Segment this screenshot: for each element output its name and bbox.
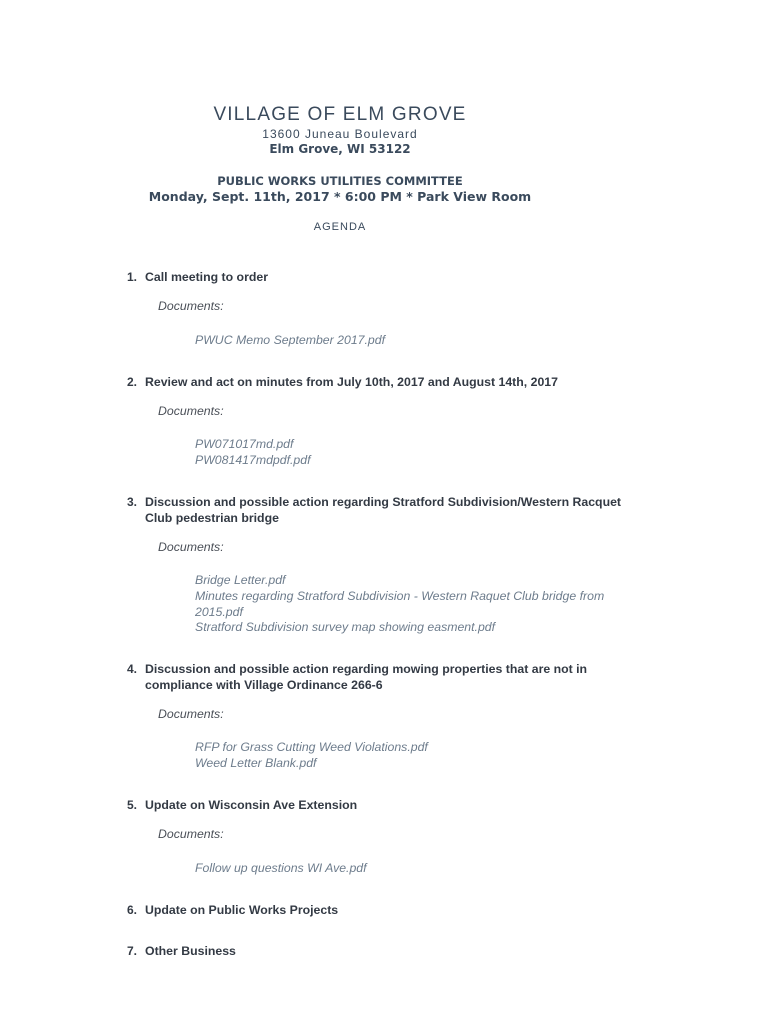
item-title: Call meeting to order xyxy=(145,270,268,284)
documents-label: Documents: xyxy=(158,707,224,721)
village-city-state: Elm Grove, WI 53122 xyxy=(269,142,411,156)
village-address: 13600 Juneau Boulevard xyxy=(262,127,418,141)
committee-name: PUBLIC WORKS UTILITIES COMMITTEE xyxy=(217,174,463,188)
item-number: 1. xyxy=(127,270,138,284)
item-title: Other Business xyxy=(145,944,236,958)
item-title: Update on Wisconsin Ave Extension xyxy=(145,798,358,812)
document-link[interactable]: PWUC Memo September 2017.pdf xyxy=(195,333,386,347)
item-number: 3. xyxy=(127,495,138,509)
item-title: Update on Public Works Projects xyxy=(145,903,339,917)
documents-label: Documents: xyxy=(158,827,224,841)
village-title: VILLAGE OF ELM GROVE xyxy=(213,104,467,125)
meeting-details: Monday, Sept. 11th, 2017 * 6:00 PM * Park View Room xyxy=(148,189,532,204)
document-link[interactable]: Minutes regarding Stratford Subdivision - Western Raquet Club bridge from 2015.pdf xyxy=(195,589,605,619)
document-link[interactable]: RFP for Grass Cutting Weed Violations.pdf xyxy=(195,740,428,754)
item-number: 6. xyxy=(127,903,138,917)
documents-label: Documents: xyxy=(158,299,224,313)
documents-label: Documents: xyxy=(158,404,224,418)
document-link[interactable]: Bridge Letter.pdf xyxy=(195,573,286,587)
item-number: 7. xyxy=(127,944,138,958)
agenda-heading: AGENDA xyxy=(313,221,367,233)
item-number: 4. xyxy=(127,662,138,676)
item-number: 2. xyxy=(127,375,138,389)
document-link[interactable]: PW071017md.pdf xyxy=(195,437,294,451)
document-link[interactable]: Stratford Subdivision survey map showing easment.pdf xyxy=(195,620,496,634)
document-link[interactable]: Follow up questions WI Ave.pdf xyxy=(195,861,367,875)
item-title: Discussion and possible action regarding mowing properties that are not in compliance with Village Ordinance 266-6 xyxy=(145,662,588,692)
document-link[interactable]: PW081417mdpdf.pdf xyxy=(195,453,311,467)
item-title: Review and act on minutes from July 10th, 2017 and August 14th, 2017 xyxy=(145,375,558,389)
item-title: Discussion and possible action regarding Stratford Subdivision/Western Racquet Club pedestrian bridge xyxy=(145,495,622,525)
document-link[interactable]: Weed Letter Blank.pdf xyxy=(195,756,317,770)
documents-label: Documents: xyxy=(158,540,224,554)
item-number: 5. xyxy=(127,798,138,812)
